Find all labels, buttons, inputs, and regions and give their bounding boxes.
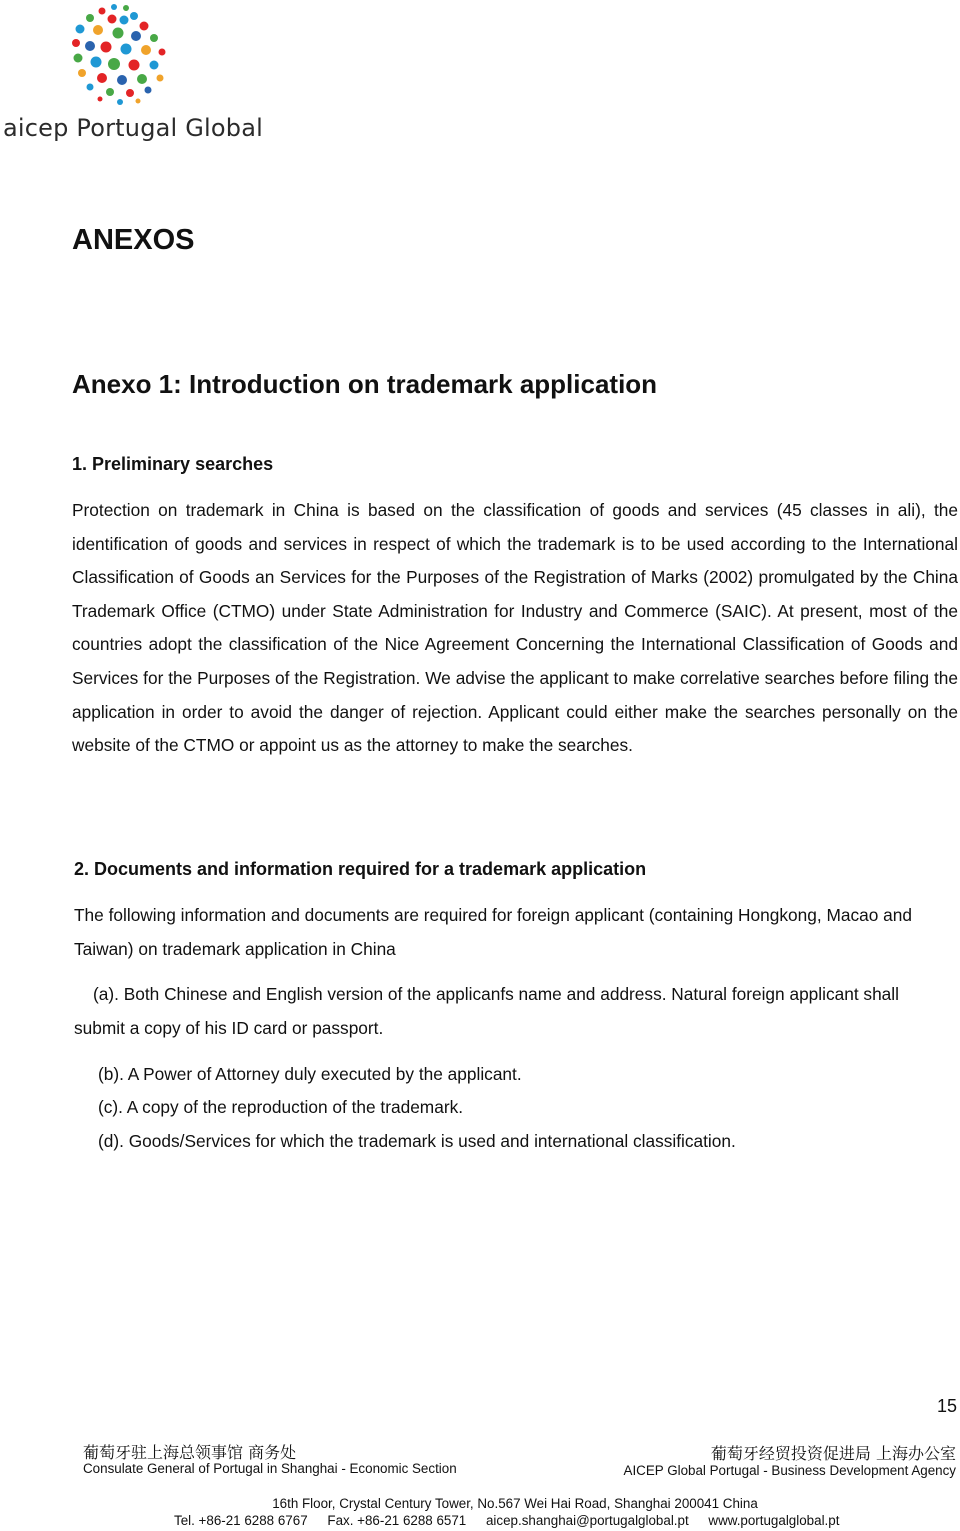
annex-title: Anexo 1: Introduction on trademark application — [72, 369, 658, 399]
section2-intro: The following information and documents are required for foreign applicant (containing Hongkong, Macao and Taiwan) on trademark application in China — [74, 905, 912, 959]
dots-logo-icon — [68, 2, 172, 106]
footer-consulate-en: Consulate General of Portugal in Shanghai - Economic Section — [83, 1461, 457, 1476]
list-item-b: (b). A Power of Attorney duly executed by the applicant. — [98, 1064, 522, 1084]
footer-agency-cn: 葡萄牙经贸投资促进局 上海办公室 — [710, 1444, 956, 1463]
footer-agency-en: AICEP Global Portugal - Business Development Agency — [623, 1463, 956, 1478]
section1-body: Protection on trademark in China is based on the classification of goods and services (45 classes in ali), the identification of goods and services in respect of which the trademark is to be used according to the International Classification of Goods an Services for the Purposes of the Registration of Marks (2002) promulgated by the China Trademark Office (CTMO) under State Administration for Industry and Commerce (SAIC). At present, most of the countries adopt the classification of the Nice Agreement Concerning the International Classification of Goods and Services for the Purposes of the Registration. We advise the applicant to make correlative searches before filing the application in order to avoid the danger of rejection. Applicant could either make the searches personally on the website of the CTMO or appoint us as the attorney to make the searches. — [72, 500, 958, 756]
footer-email[interactable]: aicep.shanghai@portugalglobal.pt — [485, 1513, 689, 1528]
list-item-d: (d). Goods/Services for which the trademark is used and international classification. — [98, 1131, 736, 1151]
footer-tel: Tel. +86-21 6288 6767 — [174, 1513, 308, 1528]
section2-heading: 2. Documents and information required for a trademark application — [74, 859, 647, 879]
page-number: 15 — [936, 1396, 957, 1416]
footer-contact — [174, 1513, 855, 1528]
page-title: ANEXOS — [72, 224, 195, 256]
list-item-c: (c). A copy of the reproduction of the trademark. — [98, 1097, 464, 1117]
footer-consulate-cn: 葡萄牙驻上海总领事馆 商务处 — [83, 1443, 297, 1462]
logo-text: aicep Portugal Global — [3, 114, 263, 142]
list-item-a: (a). Both Chinese and English version of the applicanfs name and address. Natural foreign applicant shall submit a copy of his ID card or passport. — [74, 984, 899, 1038]
aicep-logo — [0, 0, 263, 150]
footer-website[interactable]: www.portugalglobal.pt — [708, 1513, 840, 1528]
section1-heading: 1. Preliminary searches — [72, 454, 274, 474]
footer-fax: Fax. +86-21 6288 6571 — [327, 1513, 467, 1528]
footer-address: 16th Floor, Crystal Century Tower, No.567 Wei Hai Road, Shanghai 200041 China — [272, 1496, 758, 1511]
